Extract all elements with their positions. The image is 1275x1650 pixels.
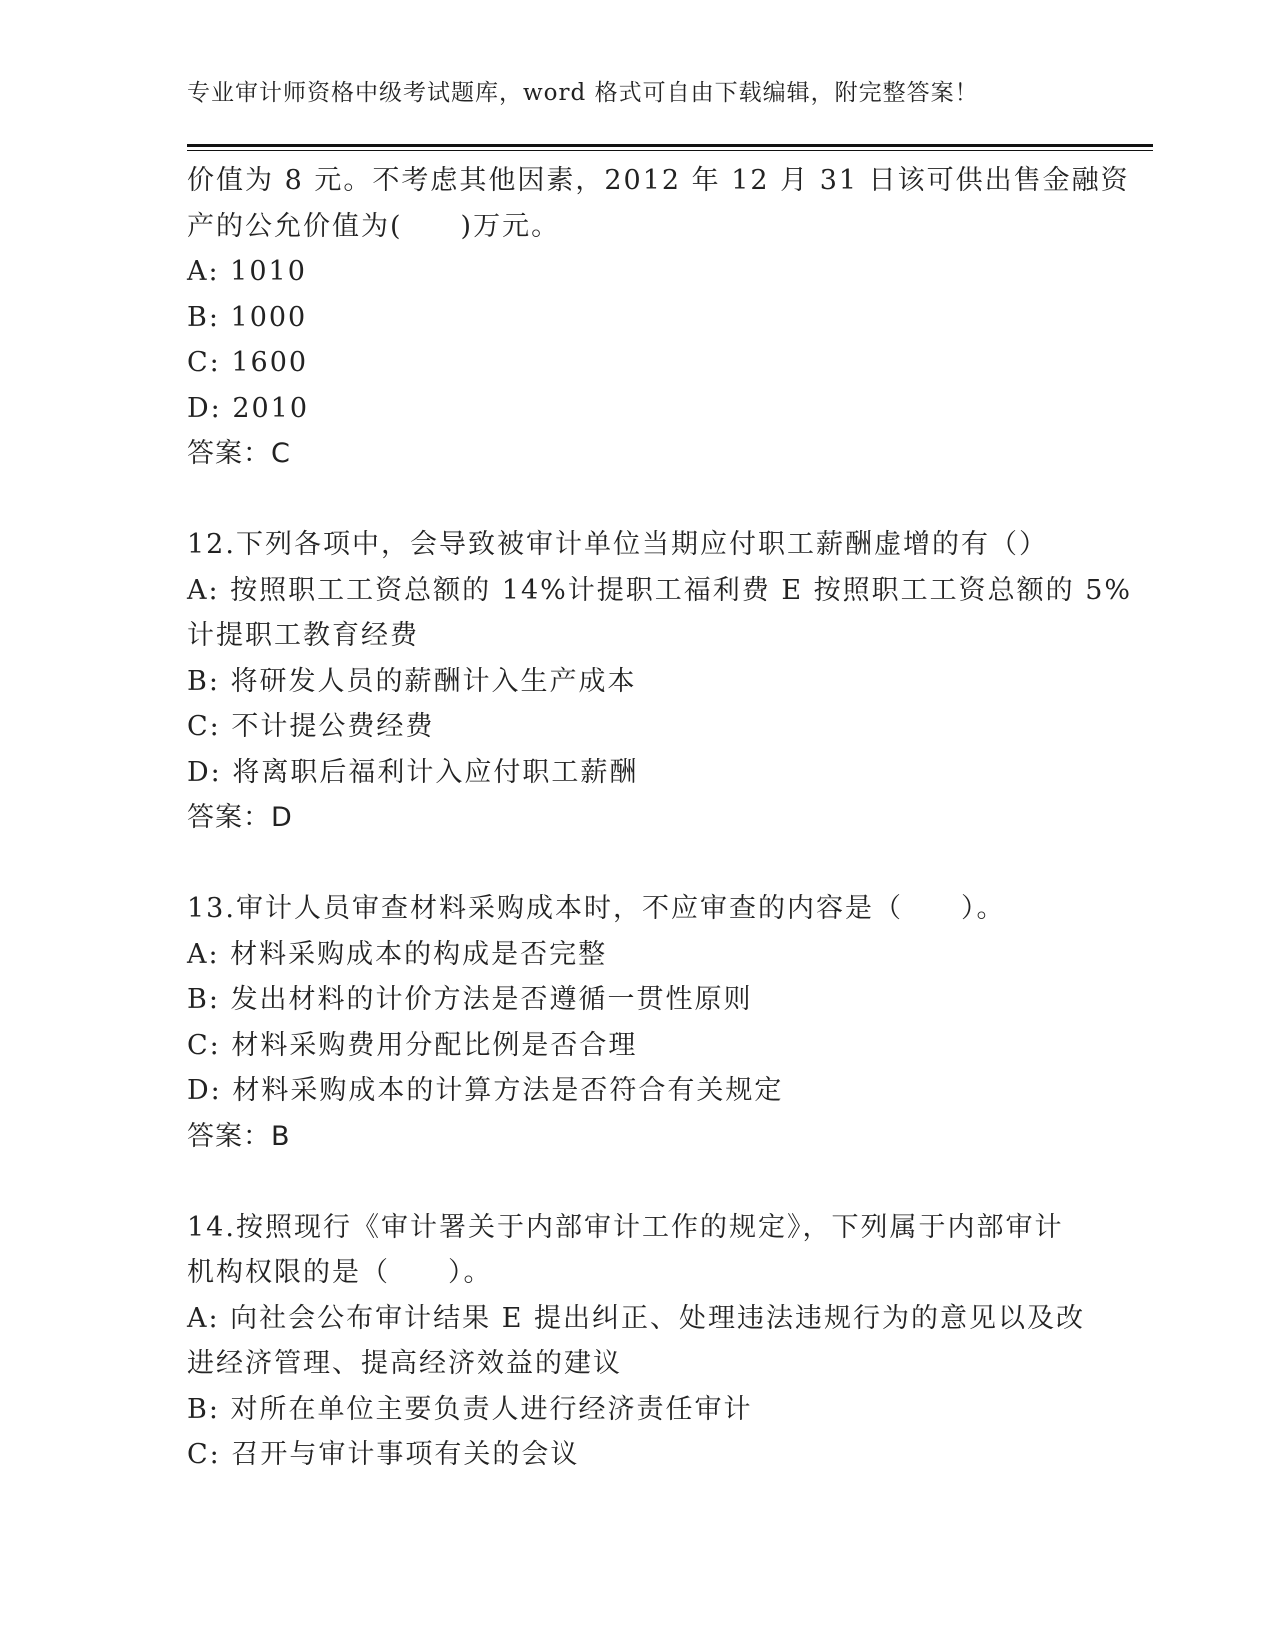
option-a: A: 向社会公布审计结果 E 提出纠正、处理违法违规行为的意见以及改 [187, 1302, 1086, 1334]
spacer [187, 477, 1087, 523]
option-c: C: 材料采购费用分配比例是否合理 [187, 1029, 638, 1061]
option-c: C: 召开与审计事项有关的会议 [187, 1439, 580, 1470]
option-a: A: 按照职工工资总额的 14%计提职工福利费 E 按照职工工资总额的 5% [187, 574, 1133, 606]
question-text-line: 13.审计人员审查材料采购成本时，不应审查的内容是（ ）。 [187, 893, 1006, 924]
question-text-line: 12.下列各项中，会导致被审计单位当期应付职工薪酬虚增的有（） [187, 529, 1048, 560]
option-b: B: 1000 [187, 301, 308, 333]
question-14 [187, 1205, 1087, 1478]
answer: 答案：B [187, 1120, 291, 1152]
question-text-line: 产的公允价值为( )万元。 [187, 210, 561, 242]
question-11 [187, 158, 1130, 477]
header-rule-thin [187, 150, 1153, 151]
question-text-line: 机构权限的是（ ）。 [187, 1257, 493, 1288]
option-a: A: 1010 [187, 256, 307, 287]
question-12 [187, 522, 1133, 841]
question-text-line: 价值为 8 元。不考虑其他因素，2012 年 12 月 31 日该可供出售金融资 [187, 165, 1130, 196]
option-d: D: 材料采购成本的计算方法是否符合有关规定 [187, 1075, 784, 1106]
spacer [187, 1159, 1087, 1205]
answer: 答案：C [187, 438, 291, 469]
option-b: B: 将研发人员的薪酬计入生产成本 [187, 665, 637, 697]
question-text-line: 14.按照现行《审计署关于内部审计工作的规定》，下列属于内部审计 [187, 1211, 1064, 1243]
answer: 答案：D [187, 802, 293, 833]
option-a-continued: 进经济管理、提高经济效益的建议 [187, 1348, 622, 1379]
header-rule-thick [187, 144, 1153, 147]
option-d: D: 2010 [187, 392, 310, 424]
option-c: C: 不计提公费经费 [187, 711, 435, 742]
spacer [187, 841, 1087, 887]
option-c: C: 1600 [187, 347, 309, 378]
exam-content [187, 158, 1133, 1478]
option-a-continued: 计提职工教育经费 [187, 620, 419, 651]
option-b: B: 对所在单位主要负责人进行经济责任审计 [187, 1393, 753, 1425]
option-a: A: 材料采购成本的构成是否完整 [187, 938, 608, 970]
question-13 [187, 886, 1087, 1159]
page-header: 专业审计师资格中级考试题库，word 格式可自由下载编辑，附完整答案！ [187, 80, 979, 106]
option-b: B: 发出材料的计价方法是否遵循一贯性原则 [187, 984, 753, 1015]
option-d: D: 将离职后福利计入应付职工薪酬 [187, 756, 639, 788]
